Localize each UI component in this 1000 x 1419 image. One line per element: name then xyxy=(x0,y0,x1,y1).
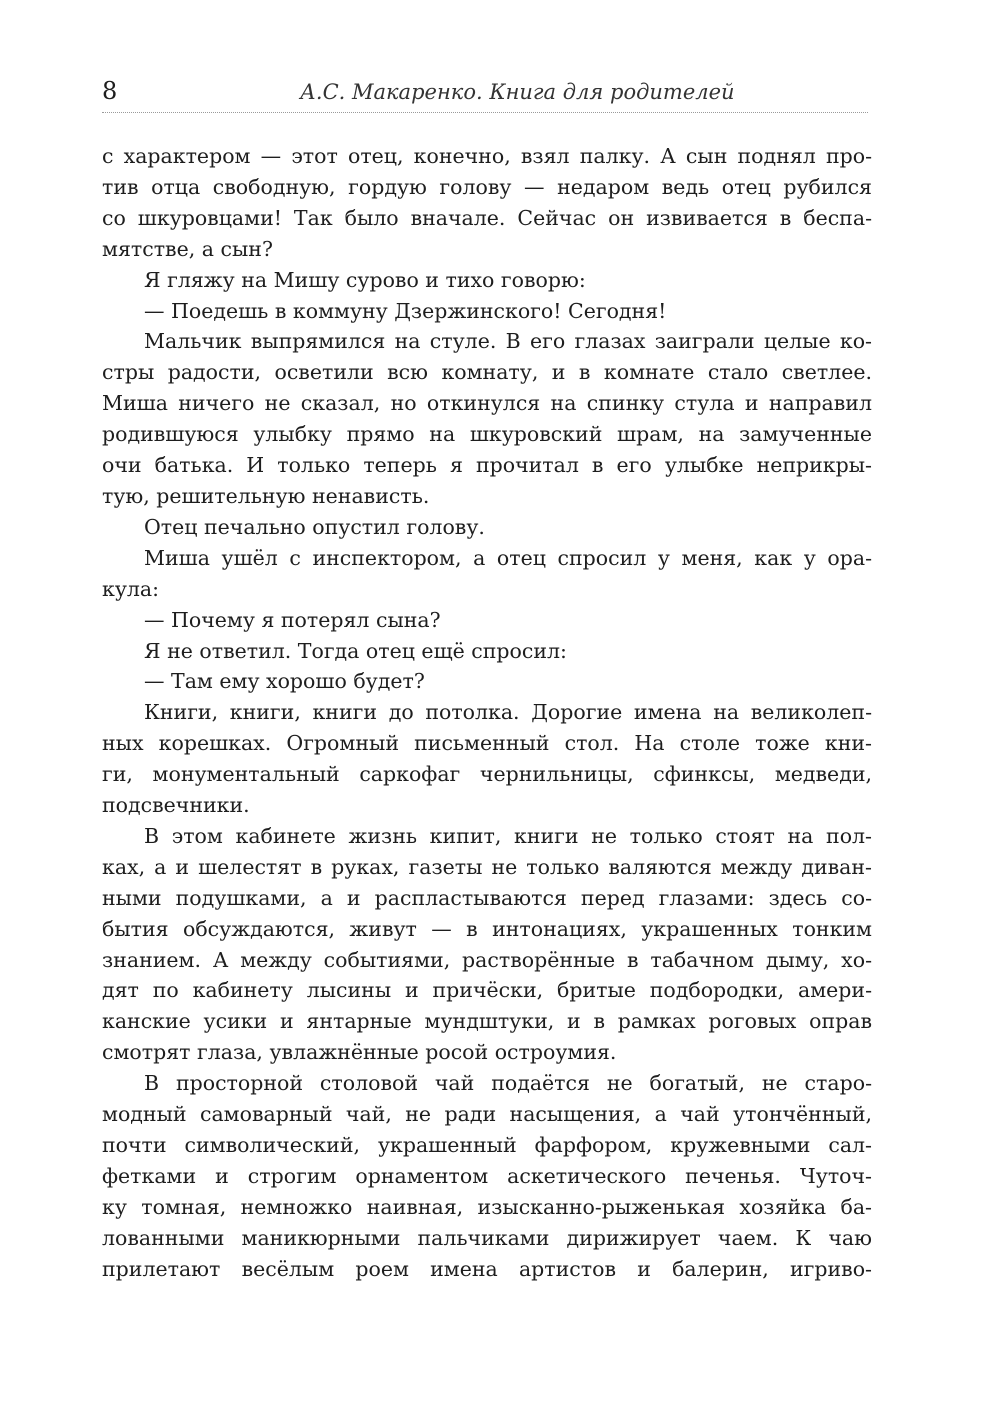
text-line: кула: xyxy=(102,576,160,601)
text-line: ных корешках. Огромный письменный стол. На столе тоже кни- xyxy=(102,731,872,756)
text-line: ными подушками, а и распластываются перед глазами: здесь со- xyxy=(102,885,872,910)
text-line: — Почему я потерял сына? xyxy=(144,607,441,632)
text-line: дят по кабинету лысины и причёски, бритые подбородки, амери- xyxy=(102,978,872,1003)
text-line: родившуюся улыбку прямо на шкуровский шрам, на замученные xyxy=(102,422,872,447)
text-line: Отец печально опустил голову. xyxy=(144,514,485,539)
text-line: Миша ушёл с инспектором, а отец спросил у меня, как у ора- xyxy=(144,545,872,570)
text-line: В этом кабинете жизнь кипит, книги не только стоят на пол- xyxy=(144,823,872,848)
text-line: тую, решительную ненависть. xyxy=(102,483,430,508)
text-line: подсвечники. xyxy=(102,793,250,818)
text-line: знанием. А между событиями, растворённые в табачном дыму, хо- xyxy=(102,947,872,972)
text-line: — Поедешь в коммуну Дзержинского! Сегодня! xyxy=(144,298,667,323)
text-line: Книги, книги, книги до потолка. Дорогие имена на великолеп- xyxy=(144,700,872,725)
text-line: очи батька. И только теперь я прочитал в его улыбке неприкры- xyxy=(102,453,872,478)
text-line: с характером — этот отец, конечно, взял палку. А сын поднял про- xyxy=(102,144,872,168)
text-line: тив отца свободную, гордую голову — недаром ведь отец рубился xyxy=(102,174,872,199)
text-line: Миша ничего не сказал, но откинулся на спинку стула и направил xyxy=(102,391,872,416)
text-line: канские усики и янтарные мундштуки, и в рамках роговых оправ xyxy=(102,1009,872,1034)
text-line: мятстве, а сын? xyxy=(102,236,273,261)
page-number: 8 xyxy=(102,77,118,105)
running-title: А.С. Макаренко. Книга для родителей xyxy=(300,80,735,104)
text-line: прилетают весёлым роем имена артистов и балерин, игриво- xyxy=(102,1256,872,1281)
text-line: Я не ответил. Тогда отец ещё спросил: xyxy=(144,638,567,663)
text-line: смотрят глаза, увлажнённые росой остроумия. xyxy=(102,1040,617,1065)
text-line: фетками и строгим орнаментом аскетического печенья. Чуточ- xyxy=(102,1163,872,1188)
text-line: Я гляжу на Мишу сурово и тихо говорю: xyxy=(144,267,586,292)
text-line: со шкуровцами! Так было вначале. Сейчас он извивается в беспа- xyxy=(102,205,872,230)
text-line: ги, монументальный саркофаг чернильницы, сфинксы, медведи, xyxy=(102,762,872,787)
text-line: В просторной столовой чай подаётся не богатый, не старо- xyxy=(144,1071,872,1096)
text-line: Мальчик выпрямился на стуле. В его глазах заиграли целые ко- xyxy=(144,329,872,354)
header-divider xyxy=(102,112,868,113)
text-line: модный самоварный чай, не ради насыщения, а чай утончённый, xyxy=(102,1102,872,1127)
text-line: ках, а и шелестят в руках, газеты не только валяются между диван- xyxy=(102,854,872,879)
text-line: почти символический, украшенный фарфором, кружевными сал- xyxy=(102,1133,872,1157)
text-line: ку томная, немножко наивная, изысканно-рыженькая хозяйка ба- xyxy=(102,1194,872,1219)
text-line: бытия обсуждаются, живут — в интонациях, украшенных тонким xyxy=(102,916,872,941)
text-line: лованными маникюрными пальчиками дирижирует чаем. К чаю xyxy=(102,1225,872,1250)
text-line: — Там ему хорошо будет? xyxy=(144,669,425,694)
body-text xyxy=(102,141,872,1285)
text-line: стры радости, осветили всю комнату, и в комнате стало светлее. xyxy=(102,360,872,385)
